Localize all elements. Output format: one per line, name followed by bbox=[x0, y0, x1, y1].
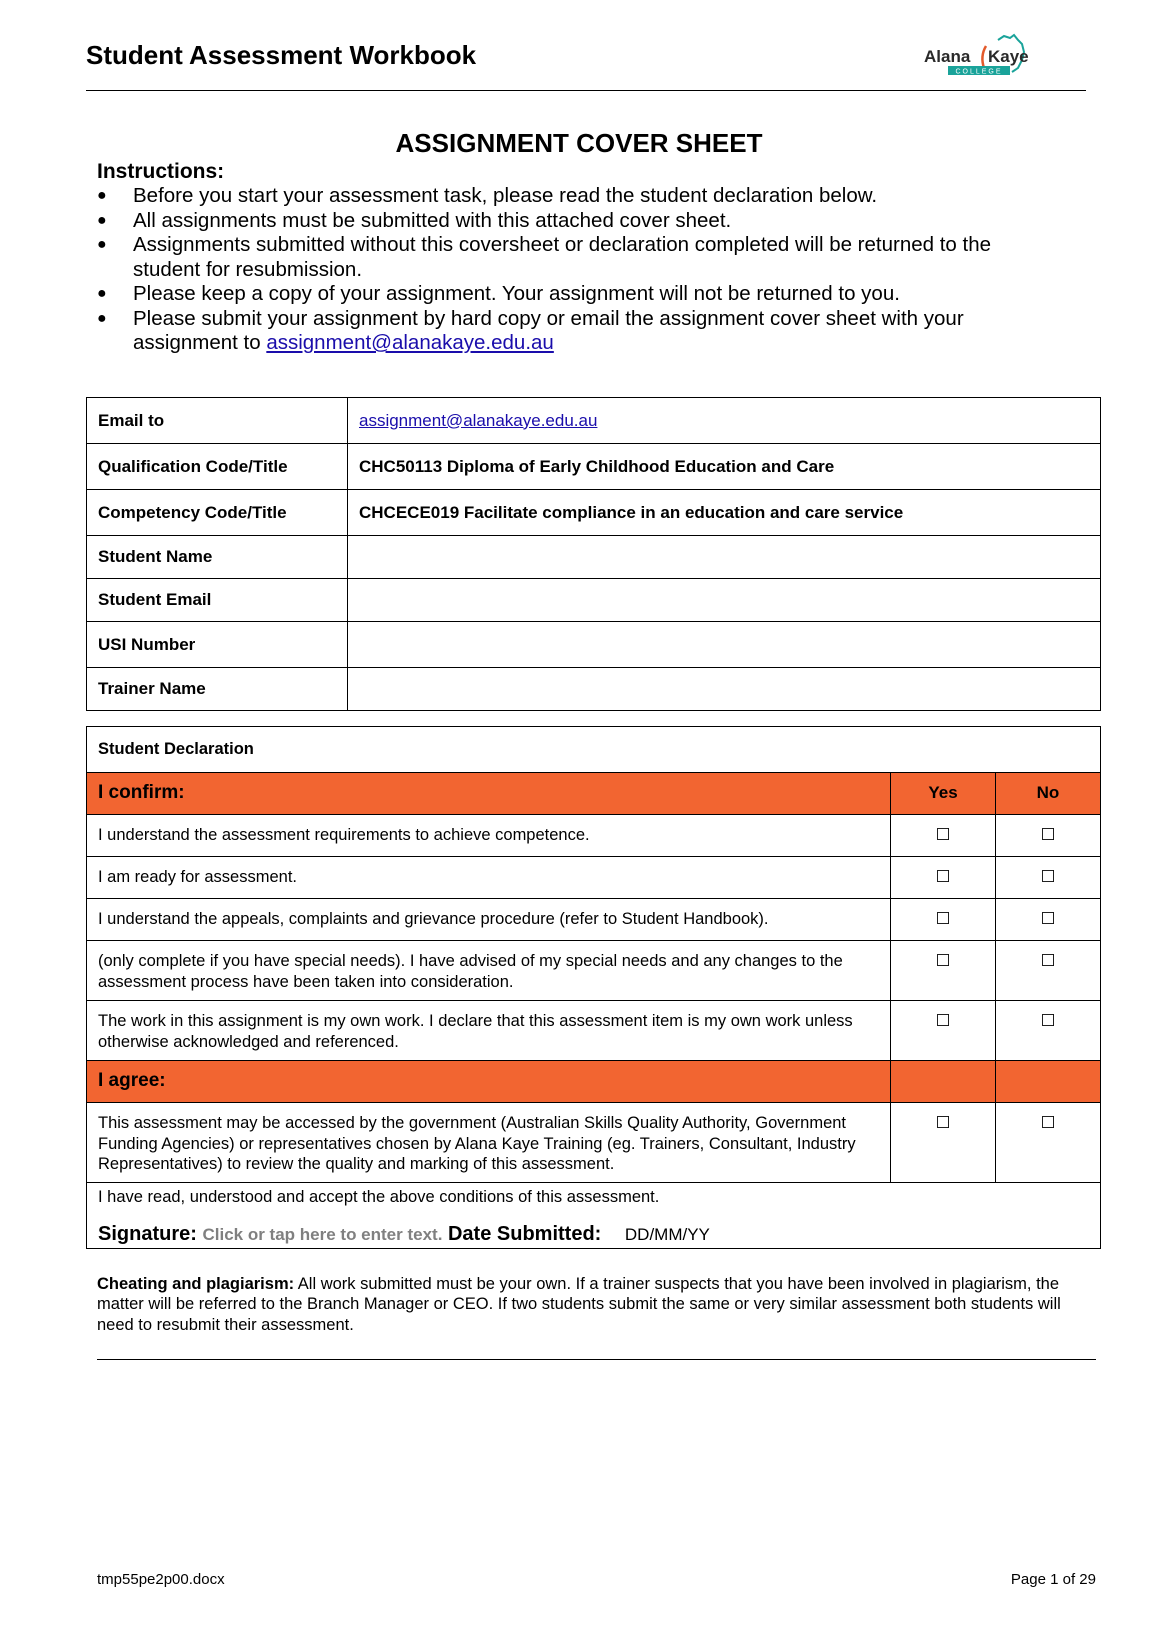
info-row-trainer bbox=[87, 668, 1101, 711]
agree-header-row bbox=[87, 1061, 1101, 1103]
info-value: CHCECE019 Facilitate compliance in an education and care service bbox=[348, 490, 1101, 536]
declaration-title: Student Declaration bbox=[87, 727, 1101, 773]
instruction-item: ● Please keep a copy of your assignment. Your assignment will not be returned to you. bbox=[97, 282, 900, 305]
no-checkbox[interactable]: ☐ bbox=[996, 1103, 1101, 1183]
confirm-row bbox=[87, 899, 1101, 941]
student-name-field[interactable] bbox=[348, 536, 1101, 579]
info-label: Competency Code/Title bbox=[87, 490, 348, 536]
no-checkbox[interactable]: ☐ bbox=[996, 941, 1101, 1001]
college-logo bbox=[922, 32, 1032, 84]
info-row-usi bbox=[87, 622, 1101, 668]
bullet-icon: ● bbox=[97, 187, 107, 204]
confirm-row bbox=[87, 815, 1101, 857]
info-label: Student Name bbox=[87, 536, 348, 579]
yes-column-header: Yes bbox=[891, 773, 996, 815]
confirm-text: The work in this assignment is my own work. I declare that this assessment item is my own work unless otherwise acknowledged and referenced. bbox=[87, 1001, 891, 1061]
signature-label: Signature: bbox=[98, 1222, 197, 1245]
cheating-heading: Cheating and plagiarism: bbox=[97, 1275, 295, 1293]
usi-number-field[interactable] bbox=[348, 622, 1101, 668]
no-column-header: No bbox=[996, 773, 1101, 815]
cheating-text: All work submitted must be your own. If a trainer suspects that you have been involved in plagiarism, the matter will be referred to the Branch Manager or CEO. If two students submit the same or very similar assessment both students will need to resubmit their assessment. bbox=[97, 1275, 1061, 1334]
agree-header-spacer bbox=[996, 1061, 1101, 1103]
confirm-heading: I confirm: bbox=[87, 773, 891, 815]
logo-text-kaye: Kaye bbox=[988, 47, 1029, 66]
info-label: Email to bbox=[87, 398, 348, 444]
confirm-text: I understand the assessment requirements to achieve competence. bbox=[87, 815, 891, 857]
student-declaration-table bbox=[86, 726, 1101, 1249]
info-label: USI Number bbox=[87, 622, 348, 668]
page-header bbox=[86, 38, 1086, 91]
info-row-qualification bbox=[87, 444, 1101, 490]
bullet-icon: ● bbox=[97, 285, 107, 302]
instruction-item: ● Assignments submitted without this coversheet or declaration completed will be returned to the student for resubmission. bbox=[97, 233, 992, 281]
no-checkbox[interactable]: ☐ bbox=[996, 899, 1101, 941]
info-label: Trainer Name bbox=[87, 668, 348, 711]
agree-row bbox=[87, 1103, 1101, 1183]
bullet-icon: ● bbox=[97, 309, 107, 327]
student-email-field[interactable] bbox=[348, 579, 1101, 622]
confirm-text: (only complete if you have special needs). I have advised of my special needs and any changes to the assessment process have been taken into consideration. bbox=[87, 941, 891, 1001]
bullet-icon: ● bbox=[97, 236, 107, 253]
trainer-name-field[interactable] bbox=[348, 668, 1101, 711]
info-label: Student Email bbox=[87, 579, 348, 622]
yes-checkbox[interactable]: ☐ bbox=[891, 899, 996, 941]
email-link[interactable]: assignment@alanakaye.edu.au bbox=[359, 410, 598, 430]
divider bbox=[97, 1359, 1096, 1360]
yes-checkbox[interactable]: ☐ bbox=[891, 1001, 996, 1061]
instruction-item: ● Before you start your assessment task, please read the student declaration below. bbox=[97, 184, 878, 207]
info-label: Qualification Code/Title bbox=[87, 444, 348, 490]
logo-subtext: COLLEGE bbox=[955, 68, 1003, 76]
confirm-header-row bbox=[87, 773, 1101, 815]
agree-heading: I agree: bbox=[87, 1061, 891, 1103]
info-value-email bbox=[348, 398, 1101, 444]
confirm-row bbox=[87, 941, 1101, 1001]
info-value: CHC50113 Diploma of Early Childhood Education and Care bbox=[348, 444, 1101, 490]
confirm-row bbox=[87, 1001, 1101, 1061]
bullet-icon: ● bbox=[97, 211, 107, 229]
logo-text-alana: Alana bbox=[924, 47, 971, 66]
info-row-email bbox=[87, 398, 1101, 444]
confirm-text: I am ready for assessment. bbox=[87, 857, 891, 899]
no-checkbox[interactable]: ☐ bbox=[996, 1001, 1101, 1061]
signature-line bbox=[98, 1224, 1089, 1246]
cheating-plagiarism-notice bbox=[97, 1274, 1087, 1335]
assignment-info-table bbox=[86, 397, 1101, 711]
yes-checkbox[interactable]: ☐ bbox=[891, 941, 996, 1001]
footer-page-number: Page 1 of 29 bbox=[1010, 1571, 1096, 1588]
yes-checkbox[interactable]: ☐ bbox=[891, 1103, 996, 1183]
declaration-title-row bbox=[87, 727, 1101, 773]
instructions-email-link[interactable]: assignment@alanakaye.edu.au bbox=[266, 331, 554, 354]
info-row-student-name bbox=[87, 536, 1101, 579]
yes-checkbox[interactable]: ☐ bbox=[891, 857, 996, 899]
no-checkbox[interactable]: ☐ bbox=[996, 815, 1101, 857]
instructions-heading: Instructions: bbox=[97, 160, 225, 183]
signature-input[interactable]: Click or tap here to enter text. bbox=[202, 1224, 443, 1244]
alana-kaye-logo-icon bbox=[922, 32, 1032, 84]
no-checkbox[interactable]: ☐ bbox=[996, 857, 1101, 899]
accept-text: I have read, understood and accept the above conditions of this assessment. bbox=[98, 1188, 660, 1206]
instruction-item: ● Please submit your assignment by hard copy or email the assignment cover sheet with your assignment to assignment@alanakaye.edu.au bbox=[97, 306, 964, 354]
document-title: Student Assessment Workbook bbox=[86, 40, 477, 70]
date-submitted-field[interactable]: DD/MM/YY bbox=[624, 1224, 710, 1244]
footer-filename: tmp55pe2p00.docx bbox=[97, 1571, 225, 1588]
date-submitted-label: Date Submitted: bbox=[447, 1222, 602, 1245]
info-row-student-email bbox=[87, 579, 1101, 622]
agree-text: This assessment may be accessed by the government (Australian Skills Quality Authority, Government Funding Agencies) or representatives chosen by Alana Kaye Training (eg. Trainers, Consultant, Industry Representatives) to review the quality and marking of this assessment. bbox=[87, 1103, 891, 1183]
instruction-item: ● All assignments must be submitted with this attached cover sheet. bbox=[97, 208, 732, 232]
agree-header-spacer bbox=[891, 1061, 996, 1103]
confirm-row bbox=[87, 857, 1101, 899]
signature-cell bbox=[87, 1183, 1101, 1249]
instructions-list bbox=[97, 184, 1057, 356]
info-row-competency bbox=[87, 490, 1101, 536]
yes-checkbox[interactable]: ☐ bbox=[891, 815, 996, 857]
cover-sheet-title: ASSIGNMENT COVER SHEET bbox=[395, 128, 763, 158]
signature-row bbox=[87, 1183, 1101, 1249]
confirm-text: I understand the appeals, complaints and grievance procedure (refer to Student Handbook). bbox=[87, 899, 891, 941]
